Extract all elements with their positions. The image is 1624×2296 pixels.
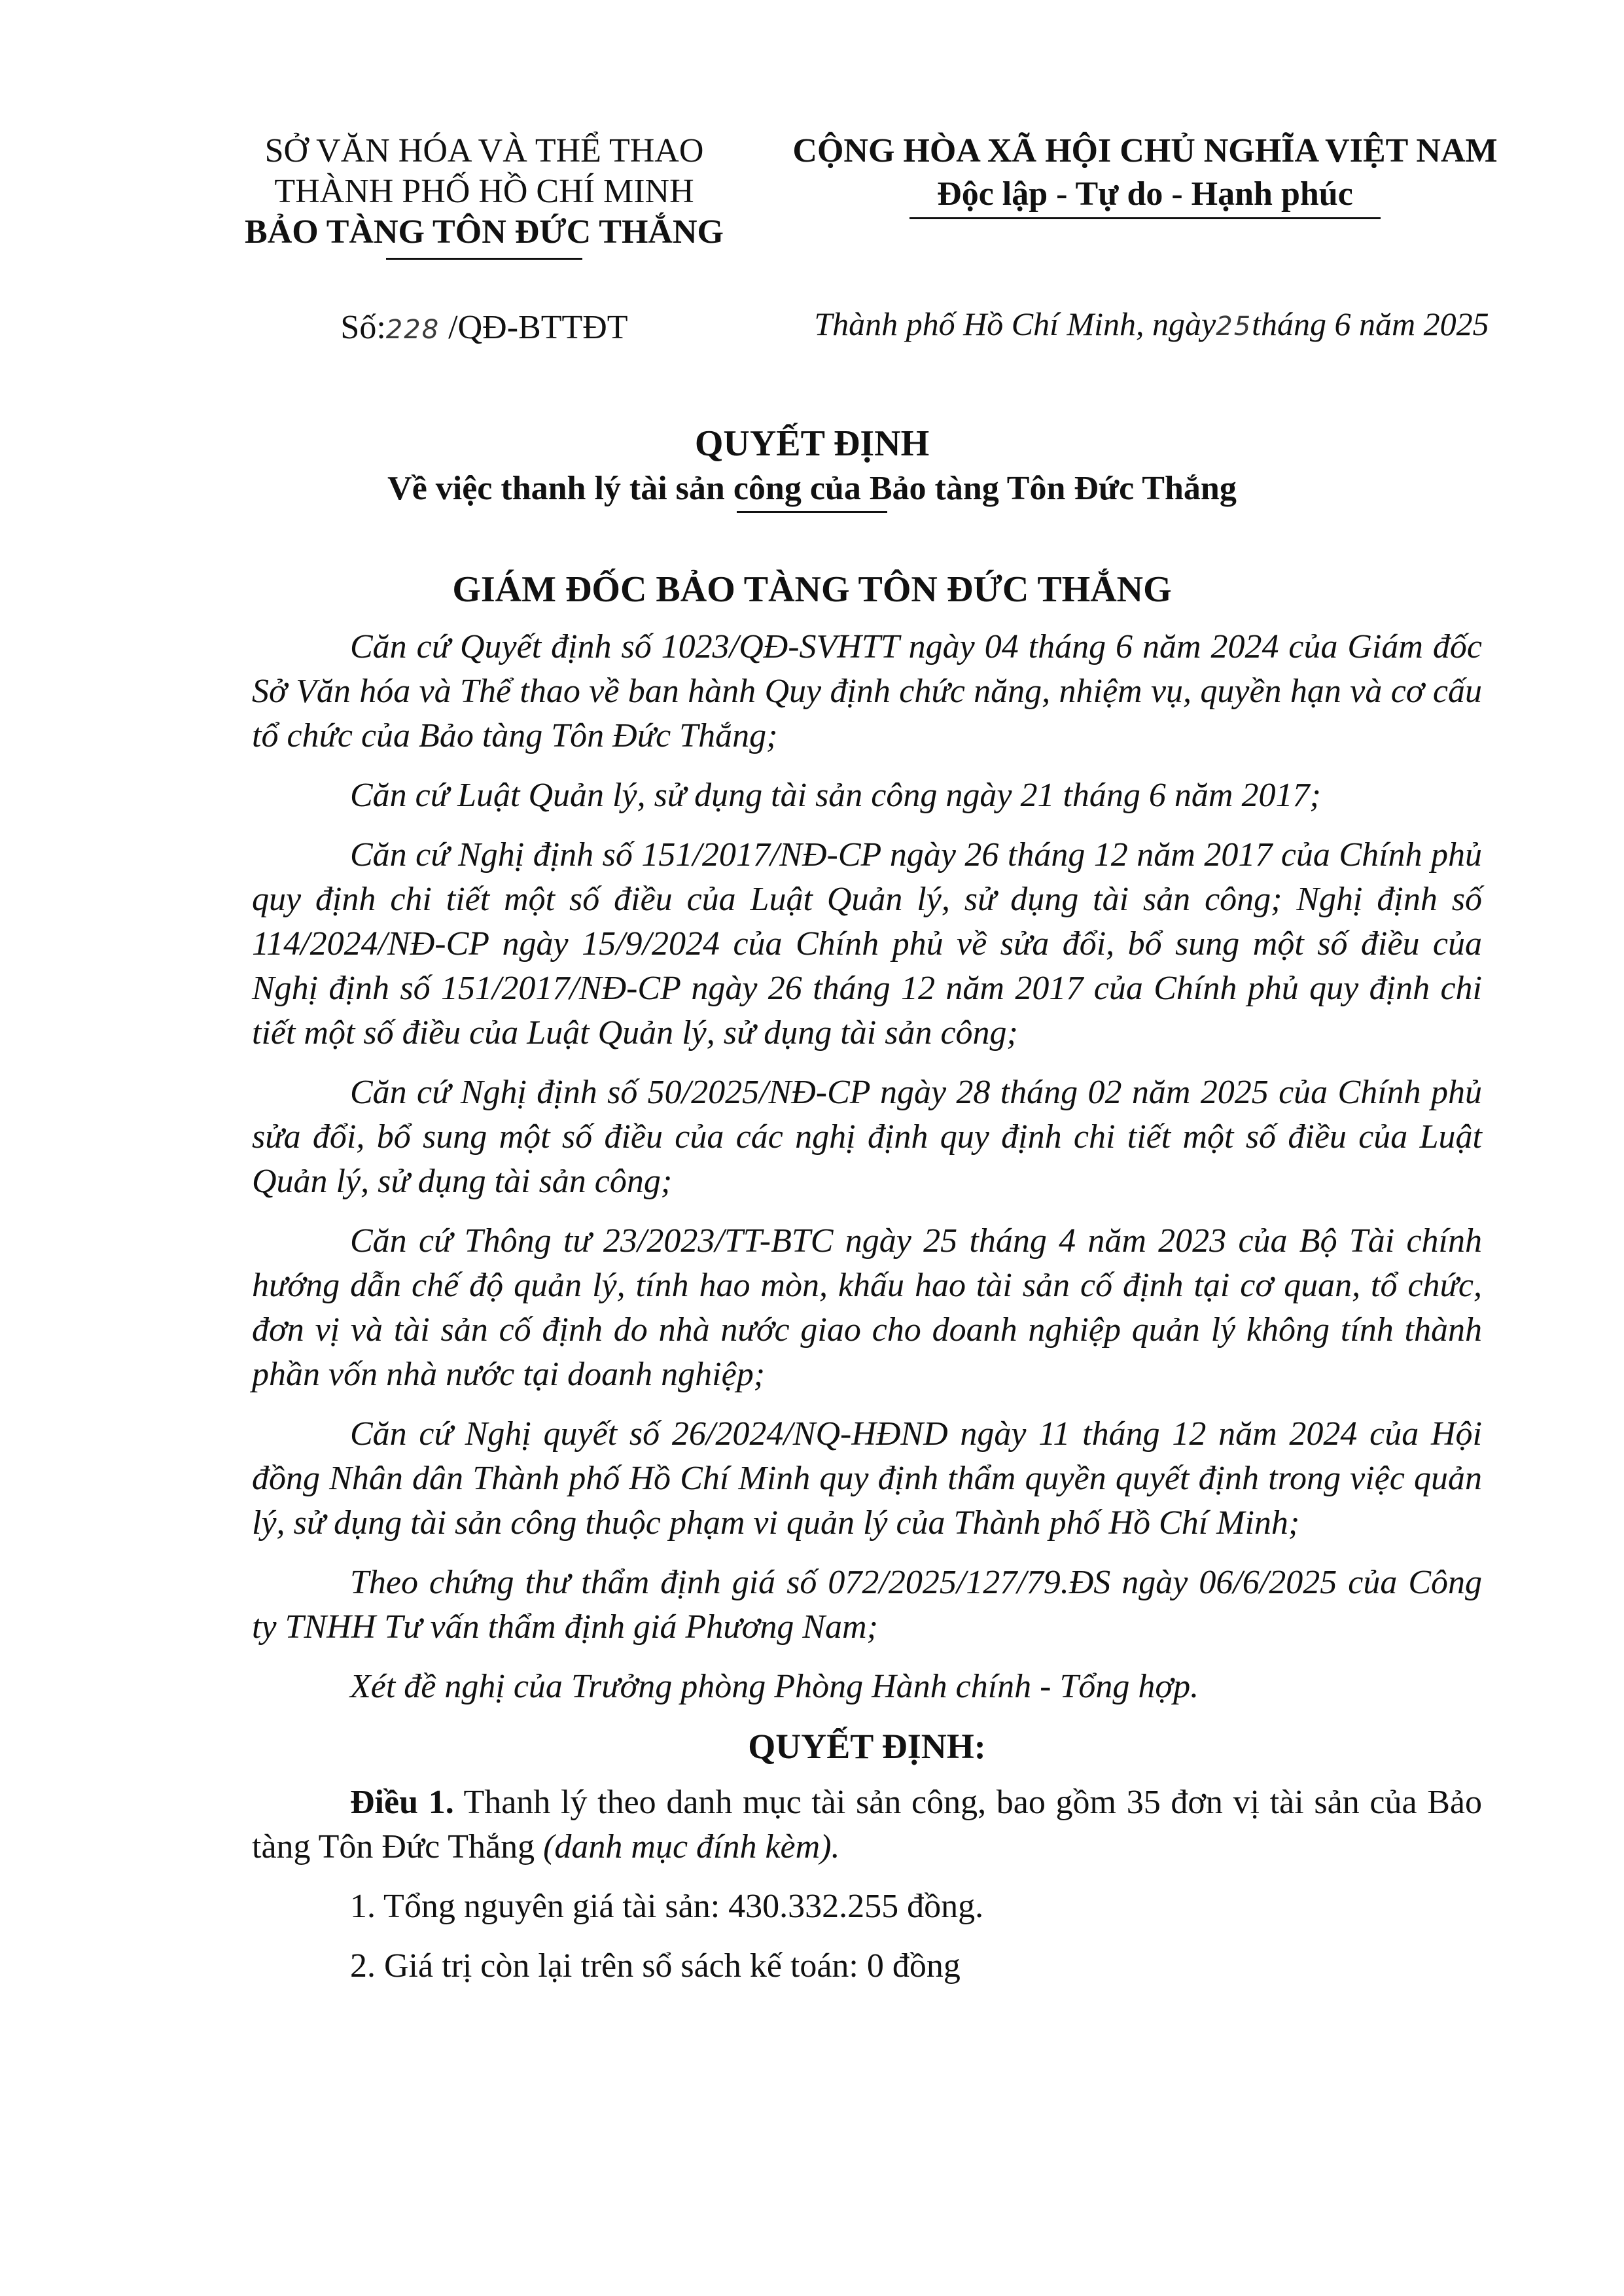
number-prefix: Số: bbox=[340, 309, 386, 346]
article-1 bbox=[252, 1780, 1482, 1869]
article-1-item-2: 2. Giá trị còn lại trên sổ sách kế toán: 0 đồng bbox=[350, 1947, 961, 1985]
agency-line-1: SỞ VĂN HÓA VÀ THỂ THAO bbox=[264, 132, 704, 169]
place-date-prefix: Thành phố Hồ Chí Minh, ngày bbox=[814, 306, 1216, 342]
place-date-suffix: tháng 6 năm 2025 bbox=[1252, 306, 1489, 342]
motto-underline bbox=[909, 217, 1381, 219]
handwritten-number: 228 bbox=[385, 315, 440, 345]
agency-name: BẢO TÀNG TÔN ĐỨC THẮNG bbox=[245, 213, 724, 251]
national-motto-block bbox=[746, 130, 1544, 219]
article-1-label: Điều 1. bbox=[350, 1784, 454, 1821]
legal-basis-7: Theo chứng thư thẩm định giá số 072/2025/127/79.ĐS ngày 06/6/2025 của Công ty TNHH Tư vấn thẩm định giá Phương Nam; bbox=[252, 1564, 1482, 1646]
legal-basis-3: Căn cứ Nghị định số 151/2017/NĐ-CP ngày 26 tháng 12 năm 2017 của Chính phủ quy định chi tiết một số điều của Luật Quản lý, sử dụng tài sản công; Nghị định số 114/2024/NĐ-CP ngày 15/9/2024 của Chính phủ về sửa đổi, bổ sung một số điều của Nghị định số 151/2017/NĐ-CP ngày 26 tháng 12 năm 2017 của Chính phủ quy định chi tiết một số điều của Luật Quản lý, sử dụng tài sản công; bbox=[252, 836, 1482, 1051]
legal-basis-6: Căn cứ Nghị quyết số 26/2024/NQ-HĐND ngày 11 tháng 12 năm 2024 của Hội đồng Nhân dân Thành phố Hồ Chí Minh quy định thẩm quyền quyết định trong việc quản lý, sử dụng tài sản công thuộc phạm vi quản lý của Thành phố Hồ Chí Minh; bbox=[252, 1415, 1482, 1542]
article-1-text: Thanh lý theo danh mục tài sản công, bao gồm 35 đơn vị tài sản của Bảo tàng Tôn Đức Thắng bbox=[252, 1784, 1483, 1865]
legal-basis-2: Căn cứ Luật Quản lý, sử dụng tài sản công ngày 21 tháng 6 năm 2017; bbox=[350, 777, 1321, 814]
issuing-authority: GIÁM ĐỐC BẢO TÀNG TÔN ĐỨC THẮNG bbox=[452, 569, 1172, 610]
legal-basis-5: Căn cứ Thông tư 23/2023/TT-BTC ngày 25 tháng 4 năm 2023 của Bộ Tài chính hướng dẫn chế độ quản lý, tính hao mòn, khấu hao tài sản cố định tại cơ quan, tổ chức, đơn vị và tài sản cố định do nhà nước giao cho doanh nghiệp quản lý không tính thành phần vốn nhà nước tại doanh nghiệp; bbox=[252, 1222, 1482, 1393]
article-1-item-1: 1. Tổng nguyên giá tài sản: 430.332.255 đồng. bbox=[350, 1888, 984, 1925]
decision-heading: QUYẾT ĐỊNH: bbox=[748, 1727, 986, 1766]
place-and-date bbox=[746, 304, 1557, 347]
nation-name: CỘNG HÒA XÃ HỘI CHỦ NGHĨA VIỆT NAM bbox=[792, 132, 1498, 169]
legal-basis-1: Căn cứ Quyết định số 1023/QĐ-SVHTT ngày 04 tháng 6 năm 2024 của Giám đốc Sở Văn hóa và Thể thao về ban hành Quy định chức năng, nhiệm vụ, quyền hạn và cơ cấu tổ chức của Bảo tàng Tôn Đức Thắng; bbox=[252, 628, 1482, 754]
article-1-note: (danh mục đính kèm). bbox=[543, 1828, 840, 1865]
document-number bbox=[236, 308, 733, 350]
issuing-agency-block bbox=[236, 131, 733, 260]
document-body bbox=[252, 625, 1482, 2004]
number-suffix: /QĐ-BTTĐT bbox=[440, 309, 628, 346]
document-subject bbox=[0, 468, 1624, 513]
document-type-title: QUYẾT ĐỊNH bbox=[694, 423, 930, 464]
legal-basis-8: Xét đề nghị của Trưởng phòng Phòng Hành chính - Tổng hợp. bbox=[350, 1668, 1199, 1705]
motto: Độc lập - Tự do - Hạnh phúc bbox=[937, 175, 1353, 213]
legal-basis-4: Căn cứ Nghị định số 50/2025/NĐ-CP ngày 28 tháng 02 năm 2025 của Chính phủ sửa đổi, bổ sung một số điều của các nghị định quy định chi tiết một số điều của Luật Quản lý, sử dụng tài sản công; bbox=[252, 1074, 1482, 1200]
agency-line-2: THÀNH PHỐ HỒ CHÍ MINH bbox=[274, 173, 694, 210]
agency-underline bbox=[386, 258, 582, 260]
handwritten-day: 25 bbox=[1216, 311, 1252, 342]
subject-underline bbox=[737, 511, 887, 513]
subject-text: Về việc thanh lý tài sản công của Bảo tàng Tôn Đức Thắng bbox=[387, 470, 1237, 507]
